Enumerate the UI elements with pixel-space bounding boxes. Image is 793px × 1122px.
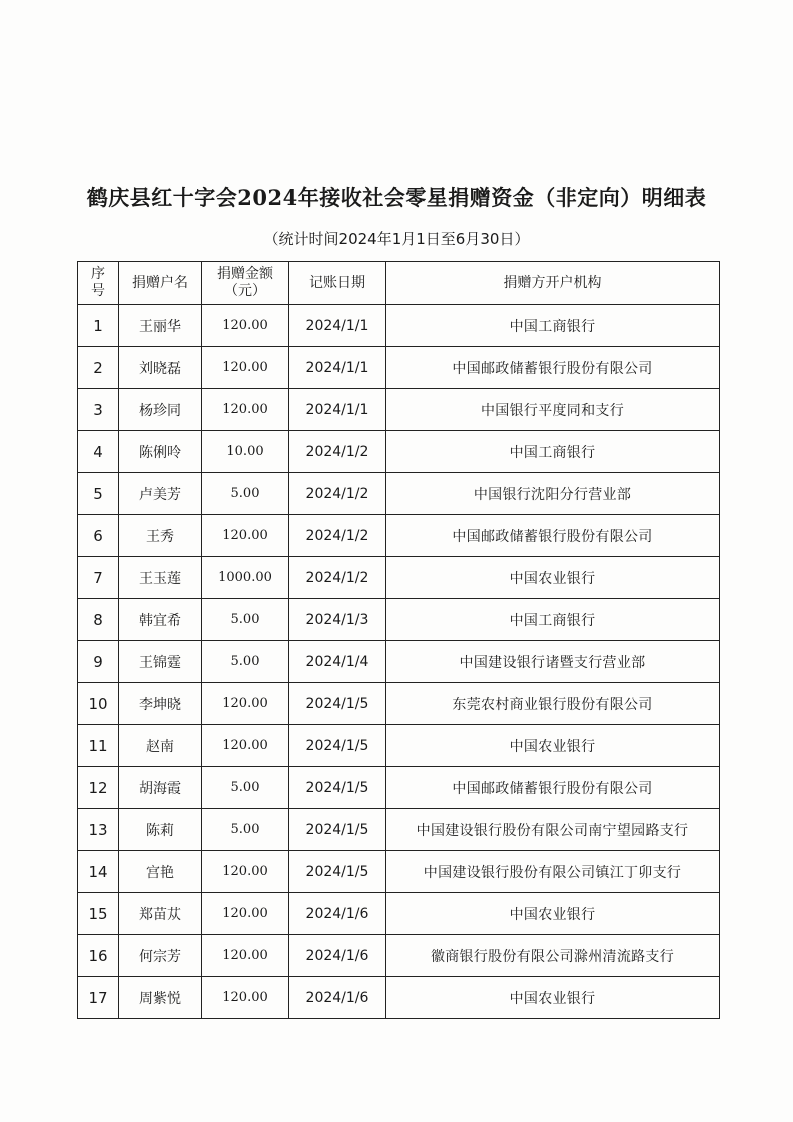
- cell-amount: 120.00: [202, 389, 289, 431]
- header-seq: 序号: [78, 262, 119, 305]
- cell-seq: 1: [78, 305, 119, 347]
- cell-bank: 中国建设银行股份有限公司南宁望园路支行: [386, 809, 720, 851]
- cell-amount: 120.00: [202, 893, 289, 935]
- cell-amount: 5.00: [202, 809, 289, 851]
- cell-donor: 赵南: [119, 725, 202, 767]
- cell-bank: 中国工商银行: [386, 431, 720, 473]
- cell-amount: 5.00: [202, 767, 289, 809]
- table-row: [78, 683, 720, 725]
- table-row: [78, 431, 720, 473]
- table-body: [78, 305, 720, 1019]
- header-donor: 捐赠户名: [119, 262, 202, 305]
- cell-amount: 5.00: [202, 599, 289, 641]
- cell-bank: 中国农业银行: [386, 977, 720, 1019]
- table-row: [78, 305, 720, 347]
- cell-date: 2024/1/6: [289, 935, 386, 977]
- cell-seq: 3: [78, 389, 119, 431]
- cell-date: 2024/1/5: [289, 725, 386, 767]
- cell-amount: 120.00: [202, 305, 289, 347]
- cell-bank: 中国邮政储蓄银行股份有限公司: [386, 347, 720, 389]
- cell-seq: 4: [78, 431, 119, 473]
- cell-date: 2024/1/6: [289, 977, 386, 1019]
- cell-date: 2024/1/4: [289, 641, 386, 683]
- cell-date: 2024/1/5: [289, 767, 386, 809]
- table-row: [78, 515, 720, 557]
- cell-seq: 9: [78, 641, 119, 683]
- header-bank: 捐赠方开户机构: [386, 262, 720, 305]
- cell-seq: 8: [78, 599, 119, 641]
- header-date: 记账日期: [289, 262, 386, 305]
- table-row: [78, 641, 720, 683]
- cell-seq: 14: [78, 851, 119, 893]
- cell-amount: 120.00: [202, 683, 289, 725]
- cell-seq: 2: [78, 347, 119, 389]
- header-amount-line1: 捐赠金额: [217, 266, 273, 282]
- cell-date: 2024/1/2: [289, 515, 386, 557]
- cell-donor: 陈莉: [119, 809, 202, 851]
- cell-donor: 王秀: [119, 515, 202, 557]
- table-row: [78, 851, 720, 893]
- cell-date: 2024/1/5: [289, 683, 386, 725]
- cell-date: 2024/1/2: [289, 557, 386, 599]
- cell-seq: 7: [78, 557, 119, 599]
- header-amount: [202, 262, 289, 305]
- donation-table: [77, 261, 720, 1019]
- cell-date: 2024/1/2: [289, 431, 386, 473]
- cell-donor: 卢美芳: [119, 473, 202, 515]
- cell-donor: 宫艳: [119, 851, 202, 893]
- cell-donor: 李坤晓: [119, 683, 202, 725]
- table-row: [78, 935, 720, 977]
- cell-date: 2024/1/5: [289, 851, 386, 893]
- cell-donor: 杨珍同: [119, 389, 202, 431]
- cell-bank: 中国农业银行: [386, 725, 720, 767]
- cell-donor: 王锦霆: [119, 641, 202, 683]
- cell-donor: 王丽华: [119, 305, 202, 347]
- cell-date: 2024/1/1: [289, 305, 386, 347]
- cell-donor: 周紫悦: [119, 977, 202, 1019]
- table-row: [78, 767, 720, 809]
- cell-amount: 10.00: [202, 431, 289, 473]
- cell-bank: 中国工商银行: [386, 599, 720, 641]
- cell-donor: 陈俐呤: [119, 431, 202, 473]
- cell-bank: 东莞农村商业银行股份有限公司: [386, 683, 720, 725]
- cell-date: 2024/1/1: [289, 389, 386, 431]
- cell-donor: 刘晓磊: [119, 347, 202, 389]
- table-row: [78, 977, 720, 1019]
- cell-date: 2024/1/2: [289, 473, 386, 515]
- cell-date: 2024/1/1: [289, 347, 386, 389]
- table-row: [78, 809, 720, 851]
- document-subtitle: （统计时间2024年1月1日至6月30日）: [263, 230, 530, 248]
- cell-donor: 韩宜希: [119, 599, 202, 641]
- cell-bank: 中国邮政储蓄银行股份有限公司: [386, 515, 720, 557]
- cell-donor: 王玉莲: [119, 557, 202, 599]
- cell-bank: 中国工商银行: [386, 305, 720, 347]
- cell-amount: 1000.00: [202, 557, 289, 599]
- cell-amount: 120.00: [202, 515, 289, 557]
- cell-bank: 中国农业银行: [386, 893, 720, 935]
- cell-amount: 120.00: [202, 725, 289, 767]
- table-row: [78, 725, 720, 767]
- cell-seq: 10: [78, 683, 119, 725]
- cell-amount: 5.00: [202, 641, 289, 683]
- cell-bank: 中国银行沈阳分行营业部: [386, 473, 720, 515]
- cell-seq: 16: [78, 935, 119, 977]
- cell-bank: 徽商银行股份有限公司滁州清流路支行: [386, 935, 720, 977]
- cell-bank: 中国银行平度同和支行: [386, 389, 720, 431]
- cell-bank: 中国建设银行诸暨支行营业部: [386, 641, 720, 683]
- cell-amount: 5.00: [202, 473, 289, 515]
- table-row: [78, 557, 720, 599]
- cell-amount: 120.00: [202, 347, 289, 389]
- cell-date: 2024/1/6: [289, 893, 386, 935]
- cell-seq: 5: [78, 473, 119, 515]
- table-row: [78, 893, 720, 935]
- cell-amount: 120.00: [202, 977, 289, 1019]
- table-row: [78, 389, 720, 431]
- document-title: 鹤庆县红十字会2024年接收社会零星捐赠资金（非定向）明细表: [86, 185, 707, 210]
- cell-seq: 15: [78, 893, 119, 935]
- cell-amount: 120.00: [202, 935, 289, 977]
- cell-date: 2024/1/5: [289, 809, 386, 851]
- cell-bank: 中国建设银行股份有限公司镇江丁卯支行: [386, 851, 720, 893]
- table-row: [78, 347, 720, 389]
- header-amount-line2: （元）: [224, 283, 266, 299]
- cell-seq: 12: [78, 767, 119, 809]
- cell-bank: 中国农业银行: [386, 557, 720, 599]
- table-row: [78, 599, 720, 641]
- table-header-row: [78, 262, 720, 305]
- cell-seq: 13: [78, 809, 119, 851]
- cell-date: 2024/1/3: [289, 599, 386, 641]
- cell-seq: 11: [78, 725, 119, 767]
- cell-donor: 胡海霞: [119, 767, 202, 809]
- cell-bank: 中国邮政储蓄银行股份有限公司: [386, 767, 720, 809]
- table-row: [78, 473, 720, 515]
- cell-amount: 120.00: [202, 851, 289, 893]
- cell-seq: 6: [78, 515, 119, 557]
- cell-seq: 17: [78, 977, 119, 1019]
- cell-donor: 郑苗苁: [119, 893, 202, 935]
- cell-donor: 何宗芳: [119, 935, 202, 977]
